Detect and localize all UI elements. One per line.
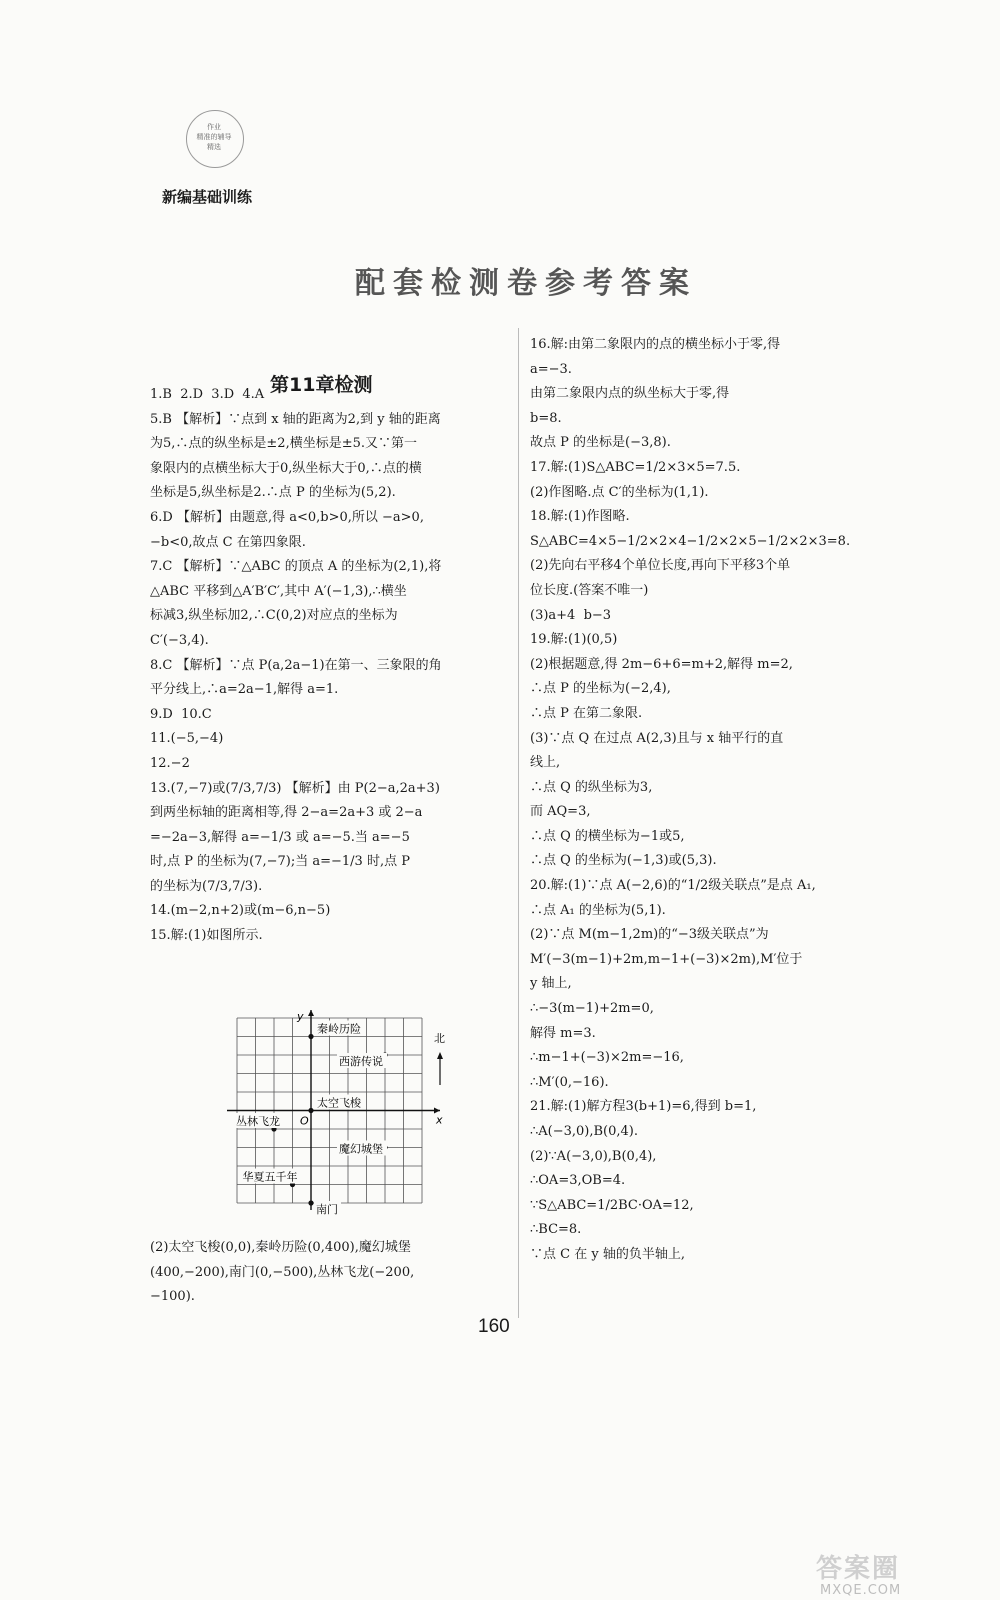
answer-line: 解得 m=3.	[530, 1025, 596, 1041]
answer-line: 21.解:(1)解方程3(b+1)=6,得到 b=1,	[530, 1099, 757, 1115]
answer-line: (2)∵A(−3,0),B(0,4),	[530, 1148, 657, 1164]
answer-line: ∴BC=8.	[530, 1222, 582, 1238]
answer-line: −100).	[150, 1289, 195, 1305]
place-point	[308, 1200, 313, 1205]
answer-line: 13.(7,−7)或(7/3,7/3) 【解析】由 P(2−a,2a+3)	[150, 780, 440, 796]
answer-line: 11.(−5,−4)	[150, 731, 224, 747]
y-axis-label: y	[297, 1010, 304, 1023]
logo-line: 作业	[207, 123, 221, 131]
answer-line: M′(−3(m−1)+2m,m−1+(−3)×2m),M′位于	[530, 951, 803, 967]
column-divider	[518, 328, 519, 1318]
logo-line: 精选	[207, 143, 221, 151]
answer-15-part2	[150, 1236, 510, 1310]
answer-line: 19.解:(1)(0,5)	[530, 632, 618, 648]
answer-line: ∴A(−3,0),B(0,4).	[530, 1124, 639, 1139]
y-axis-arrow	[308, 1010, 314, 1016]
answer-line: 标减3,纵坐标加2,∴C(0,2)对应点的坐标为	[150, 608, 398, 624]
watermark-logo: 答案圈	[816, 1554, 901, 1584]
answer-line: (2)先向右平移4个单位长度,再向下平移3个单	[530, 558, 791, 574]
answer-line: (400,−200),南门(0,−500),丛林飞龙(−200,	[150, 1264, 415, 1280]
section-title: 第11章检测	[270, 374, 373, 396]
left-column	[150, 383, 510, 949]
answer-line: (2)太空飞梭(0,0),秦岭历险(0,400),魔幻城堡	[150, 1240, 411, 1255]
answer-line: 17.解:(1)S△ABC=1/2×3×5=7.5.	[530, 459, 741, 475]
north-arrowhead-icon	[437, 1052, 443, 1059]
place-label: 南门	[316, 1203, 338, 1216]
answer-line: a=−3.	[530, 361, 572, 377]
answer-line: 12.−2	[150, 755, 190, 771]
answer-line: ∴m−1+(−3)×2m=−16,	[530, 1050, 684, 1066]
logo-seal-text	[186, 122, 242, 152]
answer-line: (2)∵点 M(m−1,2m)的“−3级关联点”为	[530, 927, 769, 943]
place-label: 西游传说	[339, 1055, 383, 1068]
place-label: 魔幻城堡	[339, 1142, 383, 1156]
answer-line: y 轴上,	[530, 976, 572, 992]
place-label: 华夏五千年	[242, 1170, 298, 1184]
answer-line: ∴点 P 的坐标为(−2,4),	[530, 681, 671, 697]
answer-line: 故点 P 的坐标是(−3,8).	[530, 435, 671, 451]
answer-line: 象限内的点横坐标大于0,纵坐标大于0,∴点的横	[150, 460, 422, 476]
place-point	[308, 1034, 313, 1039]
answer-line: 为5,∴点的纵坐标是±2,横坐标是±5.又∵第一	[150, 436, 417, 452]
answer-line: 线上,	[530, 755, 561, 771]
answer-line: ∴OA=3,OB=4.	[530, 1173, 626, 1189]
answer-line: ∴点 Q 的横坐标为−1或5,	[530, 828, 685, 844]
answer-line: 位长度.(答案不唯一)	[530, 582, 649, 598]
right-column	[530, 333, 890, 1268]
answer-line: ∴点 Q 的纵坐标为3,	[530, 779, 653, 795]
answer-line: 平分线上,∴a=2a−1,解得 a=1.	[150, 682, 339, 698]
answer-line: ∴−3(m−1)+2m=0,	[530, 1001, 654, 1017]
place-point	[308, 1108, 313, 1113]
answer-line: 的坐标为(7/3,7/3).	[150, 878, 263, 894]
north-label: 北	[434, 1032, 445, 1045]
page-title: 配套检测卷参考答案	[355, 266, 697, 301]
answer-line: 6.D 【解析】由题意,得 a<0,b>0,所以 −a>0,	[150, 509, 424, 525]
place-label: 秦岭历险	[317, 1022, 361, 1036]
answer-line: (3)∵点 Q 在过点 A(2,3)且与 x 轴平行的直	[530, 730, 784, 746]
answer-line: △ABC 平移到△A′B′C′,其中 A′(−1,3),∴横坐	[150, 583, 407, 599]
answer-line: (3)a+4 b−3	[530, 607, 612, 623]
answer-line: 坐标是5,纵坐标是2.∴点 P 的坐标为(5,2).	[150, 485, 396, 501]
answer-line: 1.B 2.D 3.D 4.A	[150, 387, 265, 402]
answer-line: 时,点 P 的坐标为(7,−7);当 a=−1/3 时,点 P	[150, 854, 410, 870]
answer-line: 18.解:(1)作图略.	[530, 509, 630, 525]
answer-line: ∴点 A₁ 的坐标为(5,1).	[530, 902, 666, 918]
answer-line: ∵点 C 在 y 轴的负半轴上,	[530, 1246, 685, 1262]
answer-line: 9.D 10.C	[150, 706, 212, 722]
answer-line: 而 AQ=3,	[530, 804, 591, 820]
place-label: 太空飞梭	[317, 1096, 361, 1110]
answer-line: 20.解:(1)∵点 A(−2,6)的“1/2级关联点”是点 A₁,	[530, 878, 816, 894]
origin-label: O	[300, 1114, 309, 1128]
place-label: 丛林飞龙	[236, 1115, 280, 1128]
answer-line: (2)作图略.点 C′的坐标为(1,1).	[530, 484, 709, 500]
answer-line: ∵S△ABC=1/2BC·OA=12,	[530, 1197, 694, 1213]
page-number: 160	[478, 1316, 510, 1337]
amusement-park-map	[225, 1010, 475, 1220]
book-series-label: 新编基础训练	[162, 188, 253, 206]
answer-line: 8.C 【解析】∵点 P(a,2a−1)在第一、三象限的角	[150, 657, 442, 673]
answer-line: 14.(m−2,n+2)或(m−6,n−5)	[150, 903, 331, 919]
x-axis-label: x	[436, 1113, 443, 1127]
answer-line: (2)根据题意,得 2m−6+6=m+2,解得 m=2,	[530, 656, 793, 672]
answer-line: 16.解:由第二象限内的点的横坐标小于零,得	[530, 337, 781, 352]
answer-line: =−2a−3,解得 a=−1/3 或 a=−5.当 a=−5	[150, 829, 410, 845]
answer-line: ∴M′(0,−16).	[530, 1074, 609, 1090]
answer-line: b=8.	[530, 410, 562, 426]
answer-line: 5.B 【解析】∵点到 x 轴的距离为2,到 y 轴的距离	[150, 411, 441, 427]
watermark-url: MXQE.COM	[820, 1583, 902, 1598]
answer-line: C′(−3,4).	[150, 632, 209, 648]
answer-line: 15.解:(1)如图所示.	[150, 928, 263, 944]
answer-line: 由第二象限内点的纵坐标大于零,得	[530, 386, 730, 402]
answer-line: ∴点 Q 的坐标为(−1,3)或(5,3).	[530, 853, 717, 869]
logo-line: 精准的辅导	[196, 133, 232, 141]
answer-line: ∴点 P 在第二象限.	[530, 705, 643, 721]
answer-line: 到两坐标轴的距离相等,得 2−a=2a+3 或 2−a	[150, 805, 423, 821]
answer-line: 7.C 【解析】∵△ABC 的顶点 A 的坐标为(2,1),将	[150, 559, 442, 575]
answer-line: S△ABC=4×5−1/2×2×4−1/2×2×5−1/2×2×3=8.	[530, 533, 851, 549]
answer-line: −b<0,故点 C 在第四象限.	[150, 534, 306, 550]
